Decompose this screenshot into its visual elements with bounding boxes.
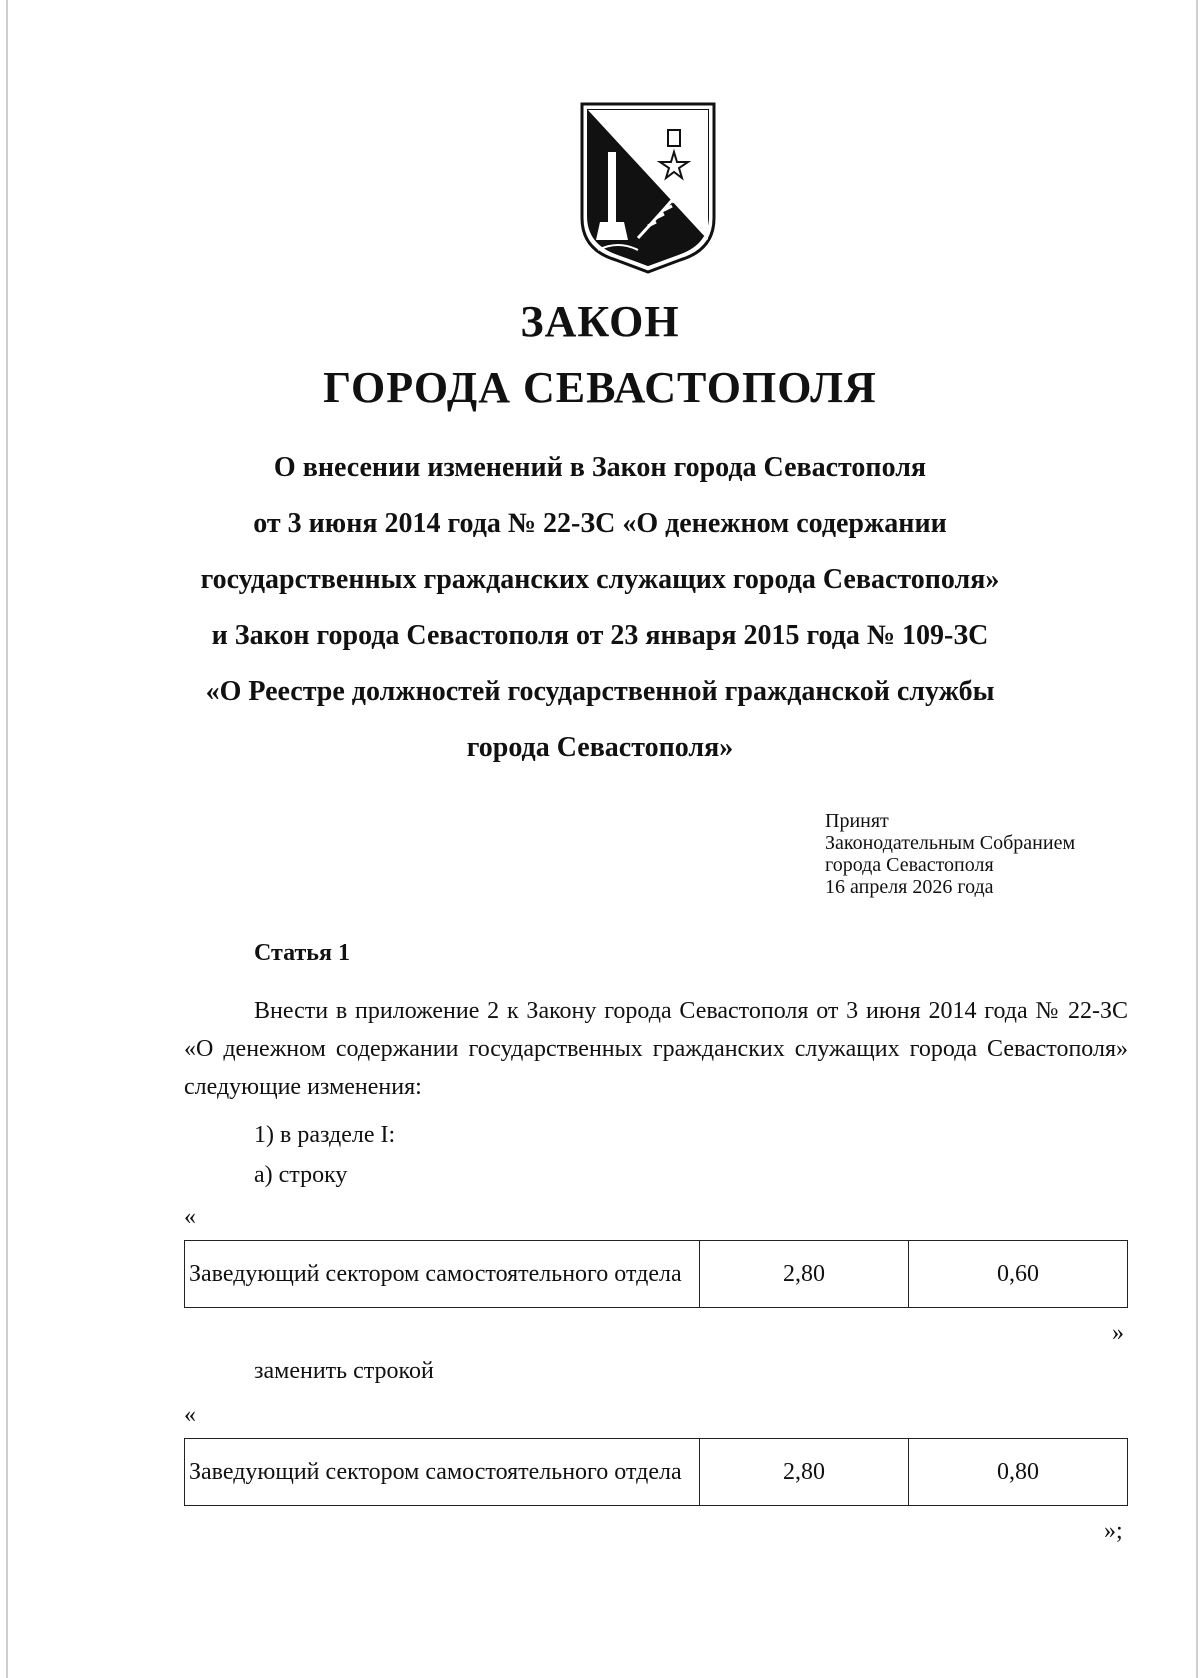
article-intro: Внести в приложение 2 к Закону города Севастополя от 3 июня 2014 года № 22-ЗС «О денежном содержании государственных гражданских служащих города Севастополя» следующие изменения:	[184, 998, 1128, 1100]
replace-instruction: заменить строкой	[254, 1358, 434, 1384]
coefficient-value: 0,60	[909, 1241, 1128, 1308]
subject-line: государственных гражданских служащих города Севастополя»	[200, 564, 1000, 595]
table-row	[185, 1439, 1128, 1506]
law-city: ГОРОДА СЕВАСТОПОЛЯ	[323, 363, 877, 412]
adoption-line: города Севастополя	[825, 854, 994, 876]
open-quote: «	[184, 1402, 196, 1428]
subject-line: города Севастополя»	[466, 732, 734, 763]
adoption-line: Законодательным Собранием	[825, 832, 1076, 854]
subject-line: О внесении изменений в Закон города Севастополя	[273, 452, 927, 483]
open-quote: «	[184, 1204, 196, 1230]
coefficient-value: 2,80	[700, 1241, 909, 1308]
adoption-line: Принят	[825, 810, 889, 832]
coefficient-value: 0,80	[909, 1439, 1128, 1506]
close-quote-semicolon: »;	[1104, 1518, 1123, 1544]
item-1: 1) в разделе I:	[254, 1122, 396, 1148]
sevastopol-coat-of-arms-icon	[578, 100, 718, 278]
law-title: ЗАКОН	[520, 297, 680, 346]
scan-edge-right	[1196, 0, 1198, 1678]
item-a: а) строку	[254, 1162, 348, 1188]
position-name: Заведующий сектором самостоятельного отдела	[185, 1439, 700, 1506]
adoption-date: 16 апреля 2026 года	[825, 876, 994, 898]
scan-edge-left	[6, 0, 8, 1678]
position-name: Заведующий сектором самостоятельного отдела	[185, 1241, 700, 1308]
old-row-table	[184, 1240, 1128, 1308]
law-subject	[130, 440, 1070, 776]
close-quote: »	[1112, 1320, 1124, 1346]
subject-line: и Закон города Севастополя от 23 января 2015 года № 109-ЗС	[211, 620, 989, 651]
table-row	[185, 1241, 1128, 1308]
coefficient-value: 2,80	[700, 1439, 909, 1506]
adoption-note	[825, 810, 1165, 898]
subject-line: «О Реестре должностей государственной гражданской службы	[205, 676, 995, 707]
subject-line: от 3 июня 2014 года № 22-ЗС «О денежном содержании	[253, 508, 947, 539]
new-row-table	[184, 1438, 1128, 1506]
article-title: Статья 1	[254, 940, 350, 966]
